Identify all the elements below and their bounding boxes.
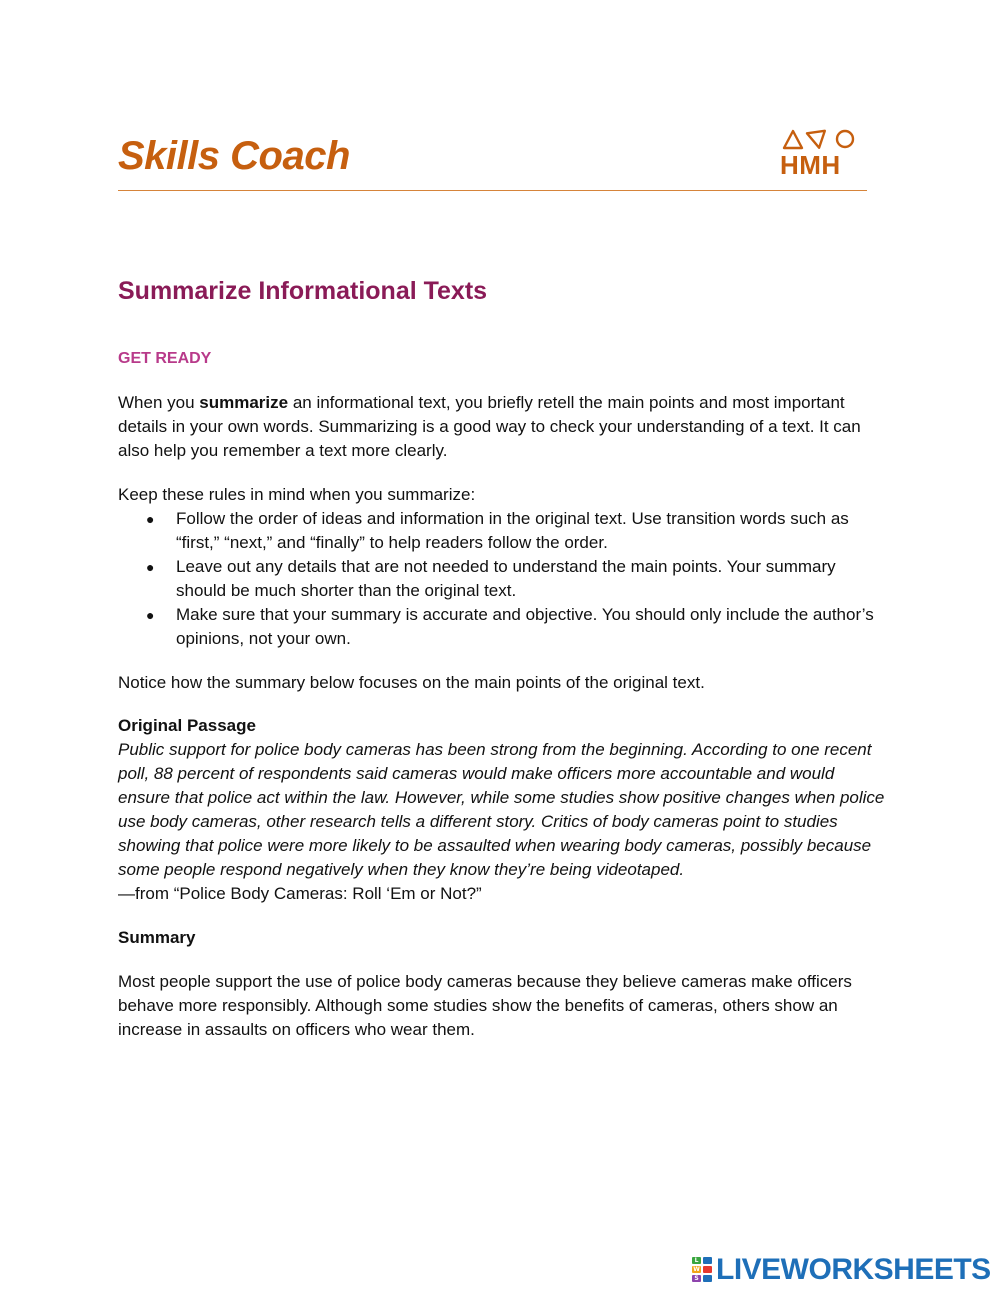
hmh-logo-text: HMH <box>780 150 841 180</box>
summary-text: Most people support the use of police body cameras because they believe cameras make officers behave more responsibly. Although some studies show the benefits of cameras, others show an increase in assaults on officers who wear them. <box>118 972 852 1039</box>
hmh-logo <box>780 128 856 182</box>
page-brand-title: Skills Coach <box>118 134 350 178</box>
intro-paragraph <box>118 391 888 463</box>
rule-text: Leave out any details that are not needed to understand the main points. Your summary should be much shorter than the original text. <box>176 557 836 600</box>
list-item <box>118 555 888 603</box>
logo-block-icon <box>703 1275 712 1282</box>
notice-paragraph: Notice how the summary below focuses on the main points of the original text. <box>118 673 705 692</box>
intro-text-start: When you <box>118 393 200 412</box>
page-title: Summarize Informational Texts <box>118 277 488 305</box>
liveworksheets-wordmark: LIVEWORKSHEETS <box>716 1253 991 1286</box>
hmh-logo-shapes-icon <box>782 128 856 150</box>
logo-block-icon: W <box>693 1266 700 1273</box>
bullet-icon: ● <box>146 559 155 575</box>
logo-block-icon: S <box>692 1275 701 1282</box>
logo-block-icon: L <box>692 1257 701 1264</box>
section-subhead: GET READY <box>118 350 212 367</box>
rules-list <box>118 507 888 651</box>
intro-text-end: an informational text, you briefly retell the main points and most important details in your own words. Summarizing is a good way to check your understanding of a text. It can also help you remember a text more clearly. <box>118 393 861 460</box>
original-passage-label: Original Passage <box>118 716 256 735</box>
list-item <box>118 603 888 651</box>
rule-text: Make sure that your summary is accurate and objective. You should only include the author’s opinions, not your own. <box>176 605 874 648</box>
page-header <box>118 128 867 191</box>
intro-bold-term: summarize <box>199 393 289 412</box>
liveworksheets-brand[interactable] <box>692 1253 992 1287</box>
original-passage-source: —from “Police Body Cameras: Roll ‘Em or Not?” <box>118 884 482 903</box>
liveworksheets-logo-icon <box>692 1257 714 1283</box>
original-passage-text: Public support for police body cameras has been strong from the beginning. According to one recent poll, 88 percent of respondents said cameras would make officers more accountable and would ensure that police act within the law. However, while some studies show positive changes when police use body cameras, other research tells a different story. Critics of body cameras point to studies showing that police were more likely to be assaulted when wearing body cameras, possibly because some people respond negatively when they know they’re being videotaped. <box>118 740 885 879</box>
summary-label: Summary <box>118 928 196 947</box>
rule-text: Follow the order of ideas and information in the original text. Use transition words such as “first,” “next,” and “finally” to help readers follow the order. <box>176 509 849 552</box>
rules-intro: Keep these rules in mind when you summarize: <box>118 485 476 504</box>
list-item <box>118 507 888 555</box>
logo-block-icon <box>703 1257 712 1264</box>
bullet-icon: ● <box>146 511 155 527</box>
logo-block-icon <box>703 1266 712 1273</box>
main-content <box>118 272 888 1042</box>
bullet-icon: ● <box>146 607 155 623</box>
